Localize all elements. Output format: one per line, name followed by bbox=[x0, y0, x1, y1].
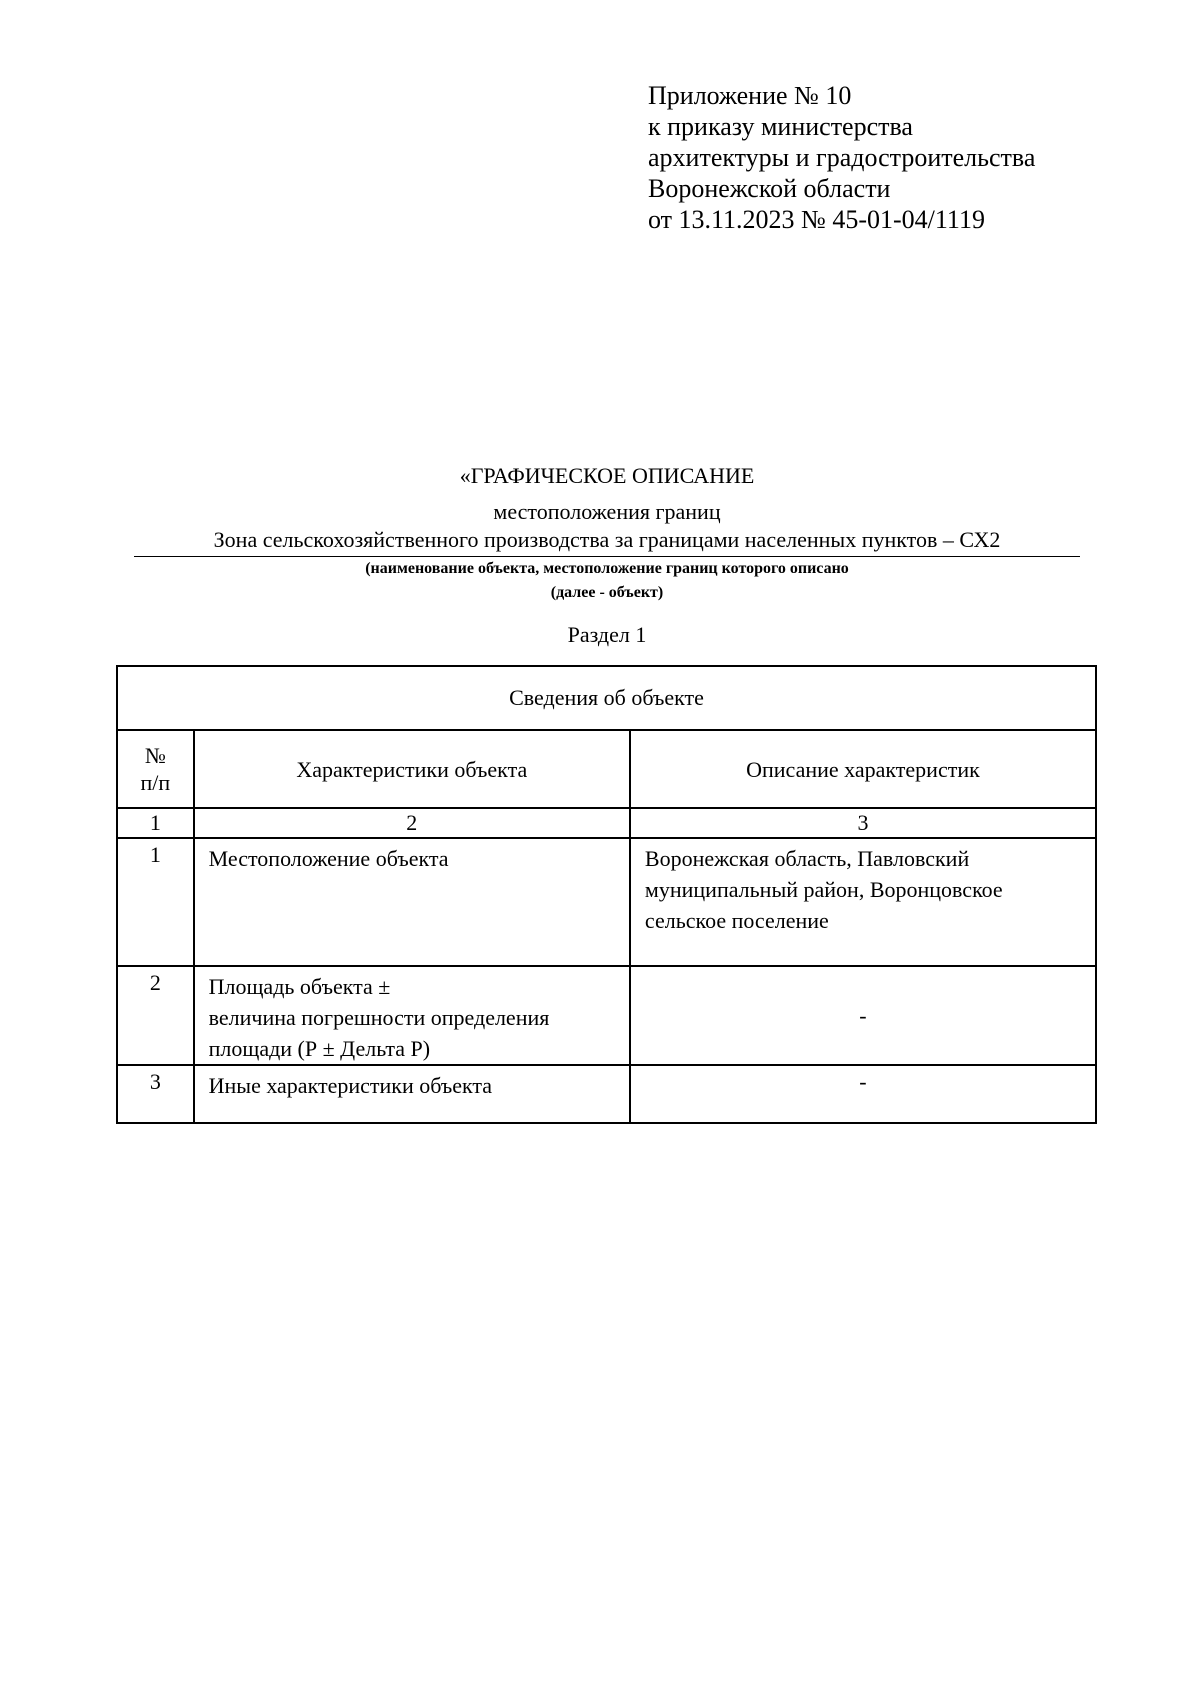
row-description: - bbox=[630, 1065, 1096, 1123]
appendix-line: от 13.11.2023 № 45-01-04/1119 bbox=[648, 205, 985, 234]
column-number: 3 bbox=[630, 808, 1096, 838]
object-name: Зона сельскохозяйственного производства за границами населенных пунктов – СХ2 bbox=[134, 526, 1080, 557]
table-row bbox=[117, 1065, 1096, 1123]
title-block bbox=[134, 462, 1080, 649]
appendix-line: Приложение № 10 bbox=[648, 81, 852, 110]
column-number-row bbox=[117, 808, 1096, 838]
document-subtitle: местоположения границ bbox=[493, 499, 721, 524]
column-number: 2 bbox=[194, 808, 630, 838]
description-line: сельское поселение bbox=[644, 908, 829, 933]
table-caption: Сведения об объекте bbox=[117, 666, 1096, 730]
row-number: 2 bbox=[117, 966, 194, 1065]
row-characteristic bbox=[194, 1065, 630, 1123]
row-characteristic-text: Местоположение объекта bbox=[208, 846, 449, 871]
row-description bbox=[630, 838, 1096, 966]
appendix-line: к приказу министерства bbox=[648, 112, 913, 141]
description-line: Воронежская область, Павловский bbox=[644, 846, 970, 871]
characteristic-line: Площадь объекта ± bbox=[208, 974, 391, 999]
row-description: - bbox=[630, 966, 1096, 1065]
object-name-note-continued: (далее - объект) bbox=[550, 584, 664, 601]
row-description-text bbox=[631, 839, 1095, 936]
row-characteristic-text bbox=[195, 967, 629, 1064]
characteristic-line: величина погрешности определения bbox=[208, 1005, 550, 1030]
column-number: 1 bbox=[117, 808, 194, 838]
row-characteristic bbox=[194, 838, 630, 966]
row-number: 1 bbox=[117, 838, 194, 966]
object-info-table bbox=[116, 665, 1097, 1124]
row-characteristic-text: Иные характеристики объекта bbox=[208, 1073, 493, 1098]
object-name-note: (наименование объекта, местоположение границ которого описано bbox=[365, 560, 849, 577]
header-number-line: п/п bbox=[140, 770, 171, 795]
table-row bbox=[117, 966, 1096, 1065]
header-description: Описание характеристик bbox=[630, 730, 1096, 808]
section-heading: Раздел 1 bbox=[567, 622, 647, 647]
header-characteristics: Характеристики объекта bbox=[194, 730, 630, 808]
characteristic-line: площади (Р ± Дельта Р) bbox=[208, 1036, 431, 1061]
table-caption-row bbox=[117, 666, 1096, 730]
header-number-line: № bbox=[144, 743, 166, 768]
row-number: 3 bbox=[117, 1065, 194, 1123]
appendix-line: Воронежской области bbox=[648, 174, 891, 203]
header-number bbox=[117, 730, 194, 808]
table-header-row bbox=[117, 730, 1096, 808]
row-characteristic bbox=[194, 966, 630, 1065]
description-line: муниципальный район, Воронцовское bbox=[644, 877, 1003, 902]
appendix-line: архитектуры и градостроительства bbox=[648, 143, 1036, 172]
table-row bbox=[117, 838, 1096, 966]
appendix-block bbox=[648, 80, 1035, 235]
document-title: «ГРАФИЧЕСКОЕ ОПИСАНИЕ bbox=[459, 463, 755, 488]
